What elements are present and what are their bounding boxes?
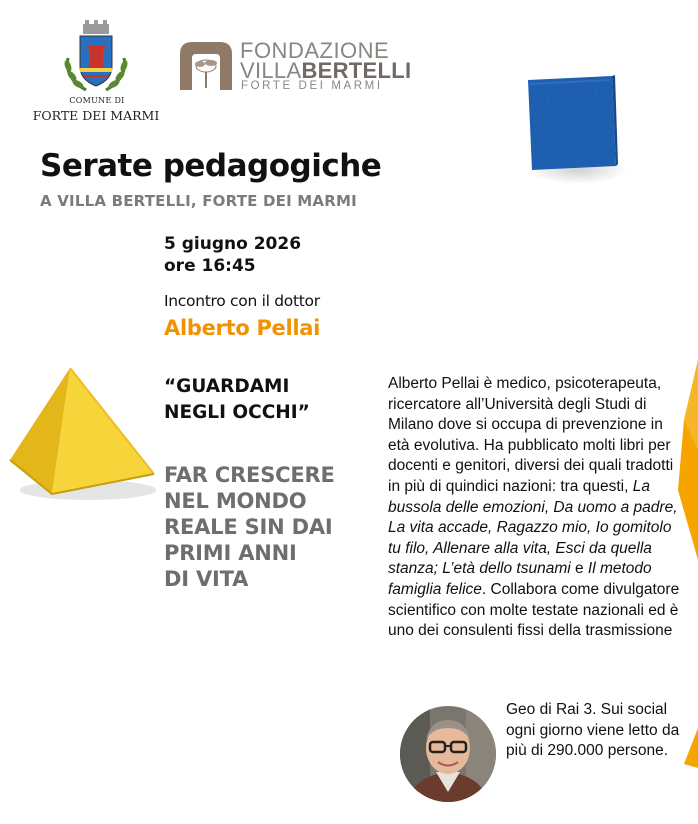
event-date: 5 giugno 2026 [164, 234, 302, 254]
bio-text: Alberto Pellai è medico, psicoterapeuta, ricercatore all’Università degli Studi di Milano dove si occupa di prevenzione in età evolutiva. Ha pubblicato molti libri per docenti e genitori, diversi dei quali tradotti in più di quindici nazioni: tra questi, [388, 375, 674, 495]
blue-block-image [518, 70, 628, 185]
talk-title [164, 374, 374, 426]
theme-line: REALE SIN DAI [164, 515, 333, 539]
theme-line: PRIMI ANNI [164, 541, 297, 565]
fondazione-villa: VILLA [240, 58, 302, 83]
theme-line: NEL MONDO [164, 489, 307, 513]
bio-last-book: Il metodo famiglia felice [388, 560, 652, 598]
theme-line: FAR CRESCERE [164, 463, 335, 487]
bio-text-2: . Collabora come divulgatore scientifico con molte testate nazionali ed è uno dei consulenti fissi della trasmissione [388, 580, 680, 640]
speaker-bio [388, 374, 682, 642]
speaker-name: Alberto Pellai [164, 316, 321, 340]
event-time: ore 16:45 [164, 256, 256, 276]
talk-theme [164, 462, 374, 592]
event-datetime [164, 233, 301, 277]
comune-name: FORTE DEI MARMI [32, 108, 160, 123]
orange-block-small-image [684, 728, 698, 768]
yellow-block-image [8, 362, 158, 502]
event-subtitle: A VILLA BERTELLI, FORTE DEI MARMI [40, 192, 357, 210]
theme-line: DI VITA [164, 567, 249, 591]
talk-title-line: NEGLI OCCHI” [164, 402, 310, 423]
event-title: Serate pedagogiche [40, 148, 382, 184]
event-intro: Incontro con il dottor [164, 292, 320, 310]
speaker-bio-tail: Geo di Rai 3. Sui social ogni giorno viene letto da più di 290.000 persone. [506, 701, 680, 760]
bio-books: La bussola delle emozioni, Da uomo a padre, La vita accade, Ragazzo mio, Io gomitolo tu filo, Allenare alla vita, Esci da quella stanza; L’età dello tsunami [388, 477, 678, 578]
bio-and: e [570, 560, 588, 578]
fondazione-bertelli: BERTELLI [301, 58, 412, 83]
speaker-photo [400, 706, 496, 802]
fondazione-label: FONDAZIONE [240, 38, 390, 63]
comune-crest-icon [56, 18, 136, 96]
comune-label: COMUNE DI [69, 96, 125, 105]
talk-title-line: “GUARDAMI [164, 376, 290, 397]
fondazione-location: FORTE DEI MARMI [241, 80, 383, 92]
villa-bertelli-logo-icon [180, 40, 232, 90]
